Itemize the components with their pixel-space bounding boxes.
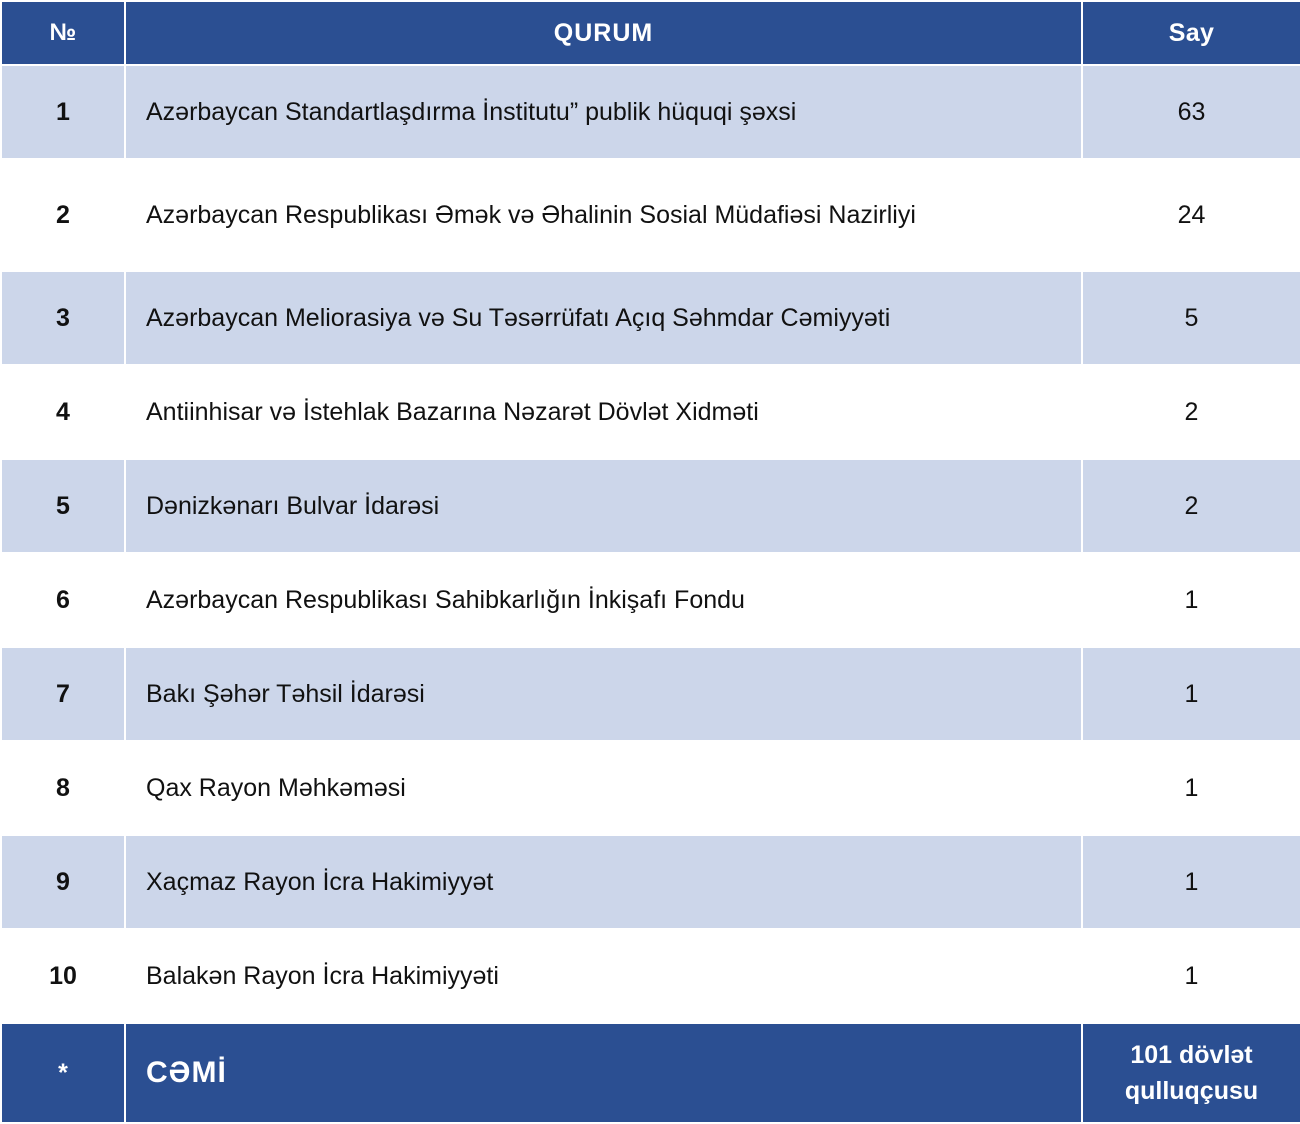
table-row: [1, 647, 1300, 741]
row-organization: Bakı Şəhər Təhsil İdarəsi: [125, 647, 1082, 741]
column-header-say: Say: [1082, 1, 1300, 65]
row-number: 8: [1, 741, 125, 835]
row-count: 63: [1082, 65, 1300, 159]
total-label: CƏMİ: [125, 1023, 1082, 1123]
row-organization: Antiinhisar və İstehlak Bazarına Nəzarət Dövlət Xidməti: [125, 365, 1082, 459]
row-organization: Azərbaycan Respublikası Sahibkarlığın İnkişafı Fondu: [125, 553, 1082, 647]
row-organization: Azərbaycan Respublikası Əmək və Əhalinin Sosial Müdafiəsi Nazirliyi: [125, 159, 1082, 271]
column-header-qurum: QURUM: [125, 1, 1082, 65]
row-number: 10: [1, 929, 125, 1023]
table-row: [1, 835, 1300, 929]
row-count: 24: [1082, 159, 1300, 271]
row-organization: Xaçmaz Rayon İcra Hakimiyyət: [125, 835, 1082, 929]
row-number: 5: [1, 459, 125, 553]
column-header-no: №: [1, 1, 125, 65]
row-count: 1: [1082, 929, 1300, 1023]
row-number: 3: [1, 271, 125, 365]
row-count: 1: [1082, 647, 1300, 741]
row-number: 9: [1, 835, 125, 929]
row-count: 1: [1082, 741, 1300, 835]
table-row: [1, 741, 1300, 835]
row-count: 5: [1082, 271, 1300, 365]
row-number: 7: [1, 647, 125, 741]
table-row: [1, 159, 1300, 271]
table-header-row: [1, 1, 1300, 65]
row-count: 2: [1082, 459, 1300, 553]
total-value-line2: qulluqçusu: [1124, 1077, 1259, 1105]
table-row: [1, 459, 1300, 553]
row-count: 1: [1082, 835, 1300, 929]
table-total-row: [1, 1023, 1300, 1123]
row-number: 2: [1, 159, 125, 271]
row-organization: Balakən Rayon İcra Hakimiyyəti: [125, 929, 1082, 1023]
row-number: 6: [1, 553, 125, 647]
table-row: [1, 271, 1300, 365]
table-header: [1, 1, 1300, 65]
row-organization: Azərbaycan Standartlaşdırma İnstitutu” publik hüquqi şəxsi: [125, 65, 1082, 159]
row-organization: Dənizkənarı Bulvar İdarəsi: [125, 459, 1082, 553]
row-organization: Azərbaycan Meliorasiya və Su Təsərrüfatı Açıq Səhmdar Cəmiyyəti: [125, 271, 1082, 365]
total-value-line1: 101 dövlət: [1130, 1040, 1253, 1069]
row-count: 1: [1082, 553, 1300, 647]
table-row: [1, 929, 1300, 1023]
row-number: 4: [1, 365, 125, 459]
row-number: 1: [1, 65, 125, 159]
row-count: 2: [1082, 365, 1300, 459]
total-row-marker: *: [1, 1023, 125, 1123]
table-body: [1, 65, 1300, 1123]
table-row: [1, 553, 1300, 647]
total-value: [1082, 1023, 1300, 1123]
table-row: [1, 65, 1300, 159]
table-row: [1, 365, 1300, 459]
row-organization: Qax Rayon Məhkəməsi: [125, 741, 1082, 835]
